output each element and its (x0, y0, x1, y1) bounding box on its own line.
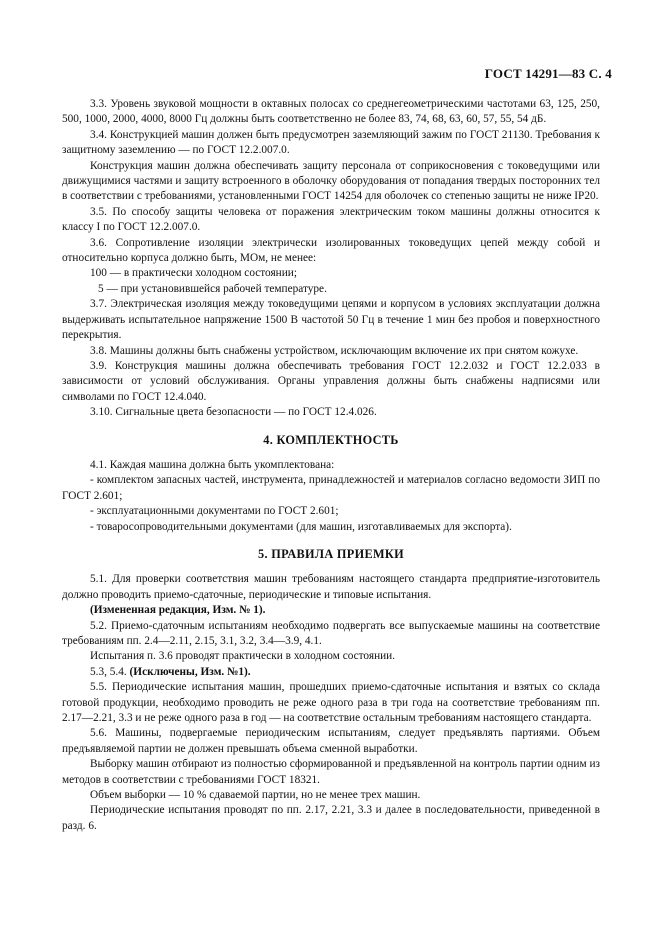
paragraph-3-4: 3.4. Конструкцией машин должен быть предусмотрен заземляющий зажим по ГОСТ 21130. Требования к защитному заземлению — по ГОСТ 12.2.007.0. (62, 128, 600, 157)
paragraph-5-2: 5.2. Приемо-сдаточным испытаниям необходимо подвергать все выпускаемые машины на соответствие требованиям пп. 2.4—2.11, 2.15, 3.1, 3.2, 3.4—3.9, 4.1. (62, 619, 600, 647)
paragraph-3-9: 3.9. Конструкция машины должна обеспечивать требования ГОСТ 12.2.032 и ГОСТ 12.2.033 в зависимости от условий обслуживания. Органы управления должны быть снабжены надписями или символами по ГОСТ 12.4.040. (62, 359, 600, 403)
paragraph-5-3-prefix: 5.3, 5.4. (90, 665, 130, 678)
paragraph-periodic-tests: Периодические испытания проводят по пп. 2.17, 2.21, 3.3 и далее в последовательности, приведенной в разд. 6. (62, 804, 600, 832)
paragraph-5-3-5-4 (62, 665, 600, 680)
list-item: - товаросопроводительными документами (для машин, изготавливаемых для экспорта). (90, 520, 512, 533)
paragraph-sample-size: Объем выборки — 10 % сдаваемой партии, но не менее трех машин. (90, 789, 421, 802)
paragraph-3-5: 3.5. По способу защиты человека от поражения электрическим током машины должны относится к классу I по ГОСТ 12.2.007.0. (62, 205, 600, 234)
document-body (62, 97, 600, 834)
paragraph-protection: Конструкция машин должна обеспечивать защиту персонала от соприкосновения с токоведущими или движущимися частями и защиту встроенного в оболочку оборудования от попадания твердых посторонних тел в соответствии с требованиями, установленными ГОСТ 14254 для оболочек со степенью защиты не ниже IP20. (62, 159, 600, 203)
section-4-title: 4. КОМПЛЕКТНОСТЬ (263, 432, 399, 447)
paragraph-5-5: 5.5. Периодические испытания машин, прошедших приемо-сдаточные испытания и взятых со склада готовой продукции, необходимо проводить не реже одного раза в три года на соответствие требованиям пп. 2.17—2.21, 3.3 и не реже одного раза в год — на соответствие остальным требованиям настоящего стандарта. (62, 681, 600, 725)
paragraph-3-8: 3.8. Машины должны быть снабжены устройством, исключающим включение их при снятом кожухе. (90, 344, 579, 357)
paragraph-sampling: Выборку машин отбирают из полностью сформированной и предъявленной на контроль партии одним из методов в соответствии с требованиями ГОСТ 18321. (62, 758, 600, 786)
paragraph-5-2-note: Испытания п. 3.6 проводят практически в холодном состоянии. (90, 650, 396, 663)
paragraph-3-10: 3.10. Сигнальные цвета безопасности — по ГОСТ 12.4.026. (90, 406, 377, 419)
excluded-note: (Исключены, Изм. №1). (129, 665, 251, 678)
paragraph-5-1: 5.1. Для проверки соответствия машин требованиям настоящего стандарта предприятие-изготовитель должно проводить приемо-сдаточные, периодические и типовые испытания. (62, 573, 600, 601)
paragraph-5-6: 5.6. Машины, подвергаемые периодическим испытаниям, следует предъявлять партиями. Объем предъявляемой партии не должен превышать объема сменной выработки. (62, 727, 600, 755)
insulation-value-cold: 100 — в практически холодном состоянии; (90, 267, 297, 280)
section-5-title: 5. ПРАВИЛА ПРИЕМКИ (258, 546, 404, 561)
page-header: ГОСТ 14291—83 С. 4 (484, 66, 612, 81)
paragraph-3-6: 3.6. Сопротивление изоляции электрически изолированных токоведущих цепей между собой и относительно корпуса должно быть, МОм, не менее: (62, 236, 600, 265)
paragraph-4-1: 4.1. Каждая машина должна быть укомплектована: (90, 458, 335, 471)
amendment-note: (Измененная редакция, Изм. № 1). (90, 604, 266, 617)
insulation-value-hot: 5 — при установившейся рабочей температуре. (98, 282, 327, 295)
paragraph-3-7: 3.7. Электрическая изоляция между токоведущими цепями и корпусом в условиях эксплуатации должна выдерживать испытательное напряжение 1500 В частотой 50 Гц в течение 1 мин без пробоя и поверхностного перекрытия. (62, 298, 600, 342)
list-item: - комплектом запасных частей, инструмента, принадлежностей и материалов согласно ведомости ЗИП по ГОСТ 2.601; (62, 474, 600, 502)
paragraph-3-3: 3.3. Уровень звуковой мощности в октавных полосах со среднегеометрическими частотами 63, 125, 250, 500, 1000, 2000, 4000, 8000 Гц должны быть соответственно не более 83, 74, 68, 63, 60, 57, 55, 54 дБ. (62, 98, 600, 126)
list-item: - эксплуатационными документами по ГОСТ 2.601; (90, 505, 339, 518)
